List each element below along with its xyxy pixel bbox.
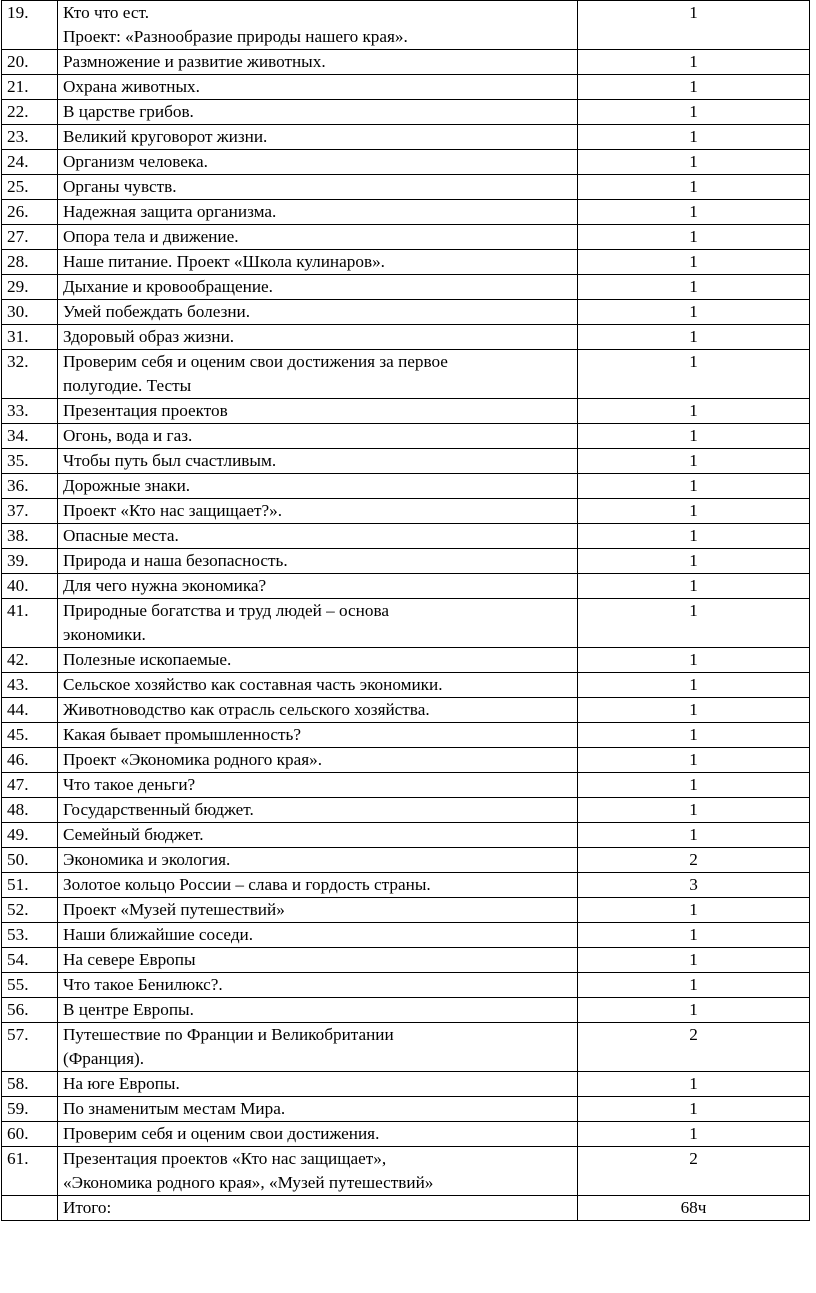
lesson-hours: 1 xyxy=(578,998,810,1023)
lesson-topic xyxy=(58,723,578,748)
lesson-topic xyxy=(58,948,578,973)
lesson-hours: 1 xyxy=(578,723,810,748)
lesson-number: 57. xyxy=(2,1023,58,1072)
lesson-topic xyxy=(58,474,578,499)
lesson-topic-line: Сельское хозяйство как составная часть экономики. xyxy=(63,675,443,694)
lesson-hours: 1 xyxy=(578,300,810,325)
lesson-hours: 1 xyxy=(578,823,810,848)
lesson-topic xyxy=(58,100,578,125)
lesson-topic-line: По знаменитым местам Мира. xyxy=(63,1099,286,1118)
lesson-topic-line: Путешествие по Франции и Великобритании xyxy=(63,1025,394,1044)
table-row xyxy=(2,773,810,798)
lesson-number: 49. xyxy=(2,823,58,848)
lesson-number: 48. xyxy=(2,798,58,823)
table-row xyxy=(2,1122,810,1147)
lesson-number: 55. xyxy=(2,973,58,998)
lesson-plan-body xyxy=(2,1,810,1221)
lesson-number: 50. xyxy=(2,848,58,873)
lesson-topic xyxy=(58,225,578,250)
lesson-hours: 3 xyxy=(578,873,810,898)
lesson-hours: 1 xyxy=(578,1122,810,1147)
lesson-hours: 1 xyxy=(578,125,810,150)
table-row xyxy=(2,449,810,474)
lesson-number: 54. xyxy=(2,948,58,973)
lesson-topic-line: Что такое деньги? xyxy=(63,775,196,794)
lesson-topic xyxy=(58,673,578,698)
table-row xyxy=(2,524,810,549)
table-row xyxy=(2,75,810,100)
table-row xyxy=(2,499,810,524)
lesson-topic xyxy=(58,125,578,150)
lesson-topic xyxy=(58,1122,578,1147)
lesson-hours: 2 xyxy=(578,1147,810,1196)
total-hours: 68ч xyxy=(578,1196,810,1221)
lesson-topic xyxy=(58,449,578,474)
lesson-topic xyxy=(58,748,578,773)
lesson-hours: 1 xyxy=(578,424,810,449)
lesson-topic xyxy=(58,574,578,599)
lesson-topic xyxy=(58,275,578,300)
lesson-topic xyxy=(58,848,578,873)
lesson-topic xyxy=(58,424,578,449)
lesson-topic-line: Органы чувств. xyxy=(63,177,177,196)
lesson-hours: 1 xyxy=(578,524,810,549)
lesson-hours: 1 xyxy=(578,773,810,798)
table-row xyxy=(2,1097,810,1122)
lesson-hours: 1 xyxy=(578,948,810,973)
lesson-number: 51. xyxy=(2,873,58,898)
lesson-topic-line: На юге Европы. xyxy=(63,1074,180,1093)
lesson-topic xyxy=(58,923,578,948)
table-row xyxy=(2,1,810,50)
lesson-topic-line: Охрана животных. xyxy=(63,77,200,96)
lesson-topic-line: Экономика и экология. xyxy=(63,850,231,869)
table-row xyxy=(2,300,810,325)
table-row xyxy=(2,898,810,923)
lesson-number: 41. xyxy=(2,599,58,648)
lesson-hours: 1 xyxy=(578,574,810,599)
lesson-topic xyxy=(58,200,578,225)
table-row xyxy=(2,399,810,424)
lesson-topic-line: Наше питание. Проект «Школа кулинаров». xyxy=(63,252,385,271)
lesson-number: 25. xyxy=(2,175,58,200)
lesson-topic-line: Дыхание и кровообращение. xyxy=(63,277,273,296)
lesson-topic-line: Презентация проектов «Кто нас защищает», xyxy=(63,1149,387,1168)
lesson-topic-line: Проект: «Разнообразие природы нашего края». xyxy=(63,27,408,46)
lesson-hours: 1 xyxy=(578,50,810,75)
lesson-hours: 1 xyxy=(578,449,810,474)
lesson-number: 34. xyxy=(2,424,58,449)
lesson-topic-line: полугодие. Тесты xyxy=(63,376,192,395)
table-row xyxy=(2,200,810,225)
lesson-number: 38. xyxy=(2,524,58,549)
table-row xyxy=(2,848,810,873)
lesson-topic xyxy=(58,250,578,275)
table-row xyxy=(2,350,810,399)
lesson-number: 21. xyxy=(2,75,58,100)
lesson-topic xyxy=(58,150,578,175)
lesson-number: 47. xyxy=(2,773,58,798)
lesson-hours: 1 xyxy=(578,250,810,275)
lesson-hours: 1 xyxy=(578,275,810,300)
lesson-topic xyxy=(58,1097,578,1122)
lesson-topic xyxy=(58,773,578,798)
lesson-number: 31. xyxy=(2,325,58,350)
lesson-topic-line: Огонь, вода и газ. xyxy=(63,426,193,445)
lesson-hours: 1 xyxy=(578,923,810,948)
lesson-hours: 1 xyxy=(578,325,810,350)
lesson-topic-line: В центре Европы. xyxy=(63,1000,194,1019)
table-row xyxy=(2,873,810,898)
lesson-hours: 1 xyxy=(578,225,810,250)
lesson-number: 58. xyxy=(2,1072,58,1097)
lesson-topic xyxy=(58,998,578,1023)
lesson-hours: 1 xyxy=(578,748,810,773)
lesson-topic-line: «Экономика родного края», «Музей путешествий» xyxy=(63,1173,434,1192)
table-row xyxy=(2,1023,810,1072)
lesson-topic xyxy=(58,1,578,50)
lesson-topic-line: Что такое Бенилюкс?. xyxy=(63,975,223,994)
lesson-hours: 1 xyxy=(578,973,810,998)
lesson-hours: 1 xyxy=(578,698,810,723)
lesson-hours: 2 xyxy=(578,1023,810,1072)
lesson-hours: 1 xyxy=(578,1072,810,1097)
lesson-number: 36. xyxy=(2,474,58,499)
lesson-topic-line: Проект «Экономика родного края». xyxy=(63,750,323,769)
table-row xyxy=(2,150,810,175)
lesson-number: 32. xyxy=(2,350,58,399)
table-row xyxy=(2,574,810,599)
total-number-cell xyxy=(2,1196,58,1221)
table-row xyxy=(2,325,810,350)
lesson-hours: 1 xyxy=(578,100,810,125)
lesson-topic-line: Презентация проектов xyxy=(63,401,228,420)
lesson-topic-line: Кто что ест. xyxy=(63,3,150,22)
lesson-number: 23. xyxy=(2,125,58,150)
table-row xyxy=(2,474,810,499)
lesson-number: 33. xyxy=(2,399,58,424)
lesson-topic-line: Надежная защита организма. xyxy=(63,202,277,221)
table-row xyxy=(2,50,810,75)
table-row xyxy=(2,748,810,773)
table-row xyxy=(2,1147,810,1196)
lesson-number: 56. xyxy=(2,998,58,1023)
lesson-topic-line: (Франция). xyxy=(63,1049,145,1068)
lesson-number: 61. xyxy=(2,1147,58,1196)
lesson-hours: 2 xyxy=(578,848,810,873)
lesson-topic-line: На севере Европы xyxy=(63,950,196,969)
lesson-number: 44. xyxy=(2,698,58,723)
table-row xyxy=(2,698,810,723)
lesson-hours: 1 xyxy=(578,350,810,399)
table-row xyxy=(2,823,810,848)
lesson-topic xyxy=(58,325,578,350)
table-row xyxy=(2,175,810,200)
lesson-hours: 1 xyxy=(578,798,810,823)
lesson-topic xyxy=(58,524,578,549)
table-row xyxy=(2,673,810,698)
lesson-number: 40. xyxy=(2,574,58,599)
lesson-number: 24. xyxy=(2,150,58,175)
table-row xyxy=(2,599,810,648)
lesson-topic xyxy=(58,499,578,524)
lesson-topic-line: Проект «Музей путешествий» xyxy=(63,900,285,919)
lesson-number: 19. xyxy=(2,1,58,50)
table-row xyxy=(2,973,810,998)
lesson-hours: 1 xyxy=(578,474,810,499)
lesson-topic xyxy=(58,175,578,200)
lesson-topic xyxy=(58,75,578,100)
lesson-topic-line: Животноводство как отрасль сельского хозяйства. xyxy=(63,700,430,719)
table-row xyxy=(2,923,810,948)
lesson-topic xyxy=(58,823,578,848)
lesson-hours: 1 xyxy=(578,175,810,200)
lesson-topic xyxy=(58,1072,578,1097)
lesson-topic-line: Какая бывает промышленность? xyxy=(63,725,301,744)
lesson-number: 52. xyxy=(2,898,58,923)
lesson-hours: 1 xyxy=(578,150,810,175)
lesson-number: 26. xyxy=(2,200,58,225)
table-row xyxy=(2,648,810,673)
lesson-topic-line: Организм человека. xyxy=(63,152,208,171)
lesson-topic-line: Золотое кольцо России – слава и гордость страны. xyxy=(63,875,431,894)
lesson-topic xyxy=(58,648,578,673)
table-row xyxy=(2,250,810,275)
lesson-topic-line: Размножение и развитие животных. xyxy=(63,52,326,71)
lesson-topic-line: Здоровый образ жизни. xyxy=(63,327,235,346)
lesson-topic-line: Опора тела и движение. xyxy=(63,227,239,246)
lesson-hours: 1 xyxy=(578,648,810,673)
lesson-topic xyxy=(58,399,578,424)
table-row xyxy=(2,948,810,973)
lesson-number: 43. xyxy=(2,673,58,698)
lesson-hours: 1 xyxy=(578,898,810,923)
lesson-number: 37. xyxy=(2,499,58,524)
lesson-topic xyxy=(58,599,578,648)
lesson-hours: 1 xyxy=(578,1097,810,1122)
lesson-number: 60. xyxy=(2,1122,58,1147)
lesson-number: 42. xyxy=(2,648,58,673)
lesson-number: 27. xyxy=(2,225,58,250)
table-row xyxy=(2,549,810,574)
table-row xyxy=(2,798,810,823)
lesson-topic xyxy=(58,300,578,325)
lesson-topic xyxy=(58,549,578,574)
lesson-hours: 1 xyxy=(578,200,810,225)
lesson-topic xyxy=(58,973,578,998)
lesson-hours: 1 xyxy=(578,75,810,100)
lesson-number: 59. xyxy=(2,1097,58,1122)
table-row xyxy=(2,125,810,150)
lesson-topic-line: Природные богатства и труд людей – основа xyxy=(63,601,389,620)
lesson-number: 28. xyxy=(2,250,58,275)
lesson-topic-line: Полезные ископаемые. xyxy=(63,650,232,669)
total-row xyxy=(2,1196,810,1221)
lesson-topic-line: экономики. xyxy=(63,625,146,644)
lesson-topic xyxy=(58,898,578,923)
lesson-hours: 1 xyxy=(578,399,810,424)
lesson-hours: 1 xyxy=(578,1,810,50)
lesson-topic-line: Чтобы путь был счастливым. xyxy=(63,451,277,470)
lesson-number: 20. xyxy=(2,50,58,75)
lesson-hours: 1 xyxy=(578,673,810,698)
table-row xyxy=(2,100,810,125)
table-row xyxy=(2,723,810,748)
table-row xyxy=(2,1072,810,1097)
lesson-hours: 1 xyxy=(578,549,810,574)
lesson-topic-line: Для чего нужна экономика? xyxy=(63,576,267,595)
total-label: Итого: xyxy=(58,1196,578,1221)
lesson-topic-line: Государственный бюджет. xyxy=(63,800,254,819)
lesson-plan-table xyxy=(1,0,810,1221)
lesson-number: 53. xyxy=(2,923,58,948)
lesson-topic xyxy=(58,350,578,399)
lesson-topic-line: Великий круговорот жизни. xyxy=(63,127,268,146)
lesson-topic-line: Проверим себя и оценим свои достижения. xyxy=(63,1124,380,1143)
table-row xyxy=(2,225,810,250)
table-row xyxy=(2,424,810,449)
lesson-topic-line: Наши ближайшие соседи. xyxy=(63,925,254,944)
lesson-number: 30. xyxy=(2,300,58,325)
table-row xyxy=(2,998,810,1023)
lesson-topic xyxy=(58,698,578,723)
lesson-number: 45. xyxy=(2,723,58,748)
lesson-topic xyxy=(58,1147,578,1196)
table-row xyxy=(2,275,810,300)
lesson-hours: 1 xyxy=(578,499,810,524)
lesson-topic-line: Природа и наша безопасность. xyxy=(63,551,288,570)
lesson-topic-line: Умей побеждать болезни. xyxy=(63,302,251,321)
lesson-topic-line: Опасные места. xyxy=(63,526,179,545)
lesson-topic xyxy=(58,873,578,898)
lesson-number: 39. xyxy=(2,549,58,574)
lesson-number: 35. xyxy=(2,449,58,474)
lesson-topic-line: Проверим себя и оценим свои достижения за первое xyxy=(63,352,448,371)
lesson-topic xyxy=(58,798,578,823)
lesson-number: 22. xyxy=(2,100,58,125)
lesson-hours: 1 xyxy=(578,599,810,648)
lesson-topic-line: Проект «Кто нас защищает?». xyxy=(63,501,283,520)
lesson-topic xyxy=(58,50,578,75)
lesson-number: 29. xyxy=(2,275,58,300)
lesson-topic xyxy=(58,1023,578,1072)
lesson-number: 46. xyxy=(2,748,58,773)
lesson-topic-line: Дорожные знаки. xyxy=(63,476,191,495)
lesson-topic-line: В царстве грибов. xyxy=(63,102,194,121)
lesson-topic-line: Семейный бюджет. xyxy=(63,825,204,844)
